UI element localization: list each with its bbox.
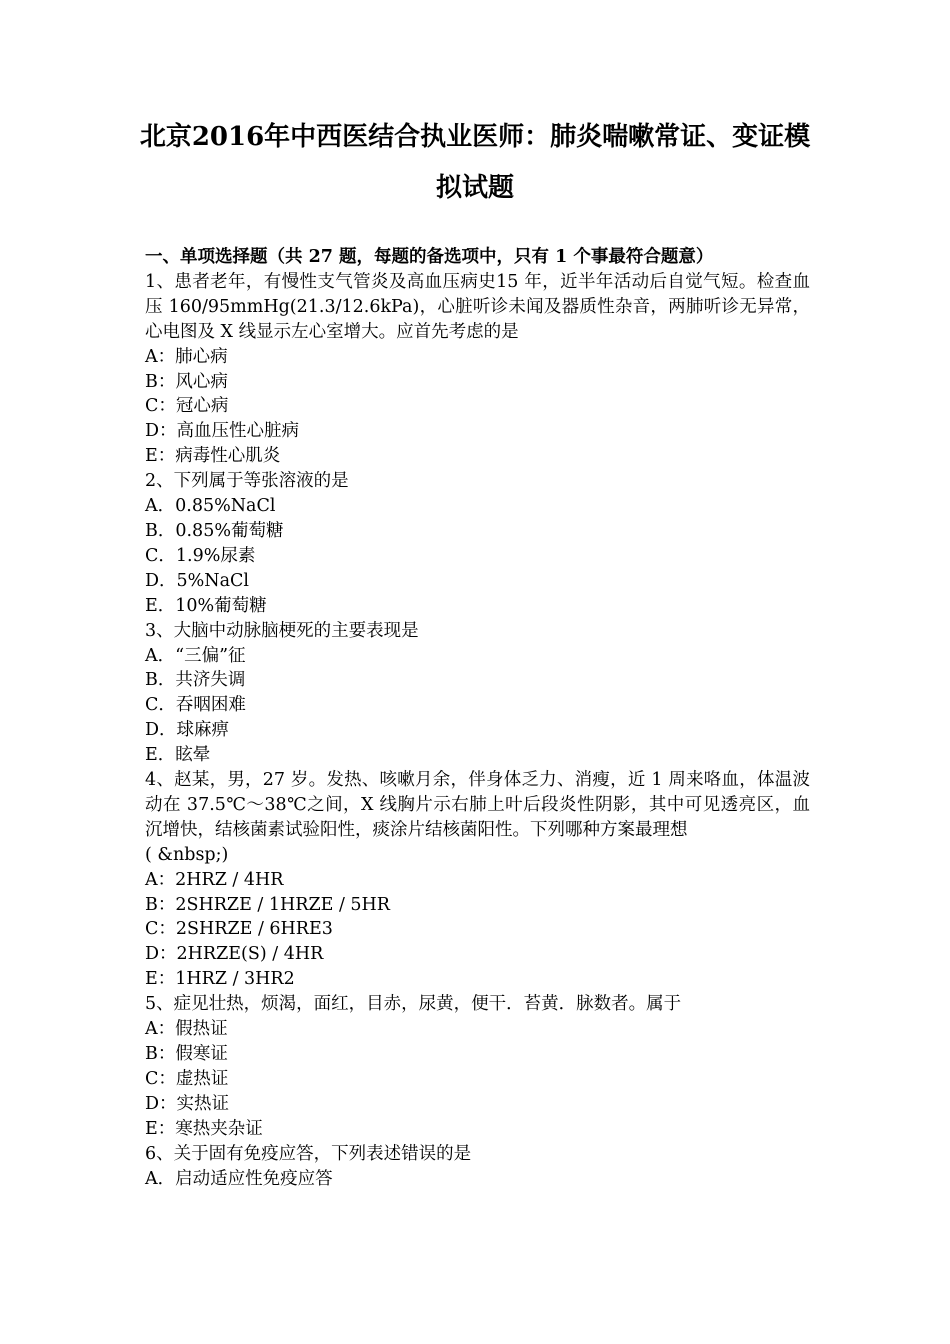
question-5-option-c: C：虚热证 [145, 1068, 229, 1089]
question-1-stem: 1、患者老年，有慢性支气管炎及高血压病史15 年，近半年活动后自觉气短。检查血压 160/95mmHg(21.3/12.6kPa)，心脏听诊未闻及器质性杂音，两肺听诊无异常，心电图及 X 线显示左心室增大。应首先考虑的是 [145, 271, 810, 342]
question-1-option-d: D：高血压性心脏病 [145, 421, 300, 442]
question-4-option-a: A：2HRZ / 4HR [145, 869, 284, 890]
question-3-option-a: A．“三偏”征 [145, 645, 246, 666]
question-6-option-a: A．启动适应性免疫应答 [145, 1168, 333, 1189]
doc-body [145, 245, 810, 1191]
question-3-option-d: D．球麻痹 [145, 720, 230, 741]
question-4-option-b: B：2SHRZE / 1HRZE / 5HR [145, 894, 390, 915]
question-1-option-a: A：肺心病 [145, 346, 228, 367]
question-4-option-e: E：1HRZ / 3HR2 [145, 969, 295, 990]
question-3-option-c: C．吞咽困难 [145, 695, 246, 716]
question-5-stem: 5、症见壮热，烦渴，面红，目赤，尿黄，便干．苔黄．脉数者。属于 [145, 994, 682, 1015]
question-4-option-d: D：2HRZE(S) / 4HR [145, 944, 324, 965]
question-6-stem: 6、关于固有免疫应答，下列表述错误的是 [145, 1143, 472, 1164]
question-3-stem: 3、大脑中动脉脑梗死的主要表现是 [145, 620, 419, 641]
question-4-option-c: C：2SHRZE / 6HRE3 [145, 919, 333, 940]
question-1-option-b: B：风心病 [145, 371, 228, 392]
question-2-option-d: D．5%NaCl [145, 570, 250, 591]
question-1-option-c: C：冠心病 [145, 396, 229, 417]
question-2-option-b: B．0.85%葡萄糖 [145, 520, 284, 541]
question-4-stem-tail: ( &nbsp;) [145, 844, 229, 865]
question-3-option-b: B．共济失调 [145, 670, 246, 691]
question-2-option-e: E．10%葡萄糖 [145, 595, 267, 616]
question-4-stem: 4、赵某，男，27 岁。发热、咳嗽月余，伴身体乏力、消瘦，近 1 周来咯血，体温波动在 37.5℃～38℃之间，X 线胸片示右肺上叶后段炎性阴影，其中可见透亮区，血沉增快，结核菌素试验阳性，痰涂片结核菌阳性。下列哪种方案最理想 [145, 770, 810, 840]
question-5-option-a: A：假热证 [145, 1019, 228, 1040]
question-2-stem: 2、下列属于等张溶液的是 [145, 471, 349, 492]
question-2-option-c: C．1.9%尿素 [145, 545, 256, 566]
section-header: 一、单项选择题（共 27 题，每题的备选项中，只有 1 个事最符合题意） [145, 247, 714, 267]
doc-title-line-1: 北京2016年中西医结合执业医师：肺炎喘嗽常证、变证模 [139, 122, 811, 152]
question-5-option-d: D：实热证 [145, 1093, 230, 1114]
question-3-option-e: E．眩晕 [145, 745, 211, 766]
question-2-option-a: A．0.85%NaCl [145, 496, 276, 517]
question-1-option-e: E：病毒性心肌炎 [145, 446, 281, 467]
question-5-option-b: B：假寒证 [145, 1044, 228, 1064]
doc-title-line-2: 拟试题 [435, 173, 514, 203]
question-5-option-e: E：寒热夹杂证 [145, 1118, 263, 1139]
